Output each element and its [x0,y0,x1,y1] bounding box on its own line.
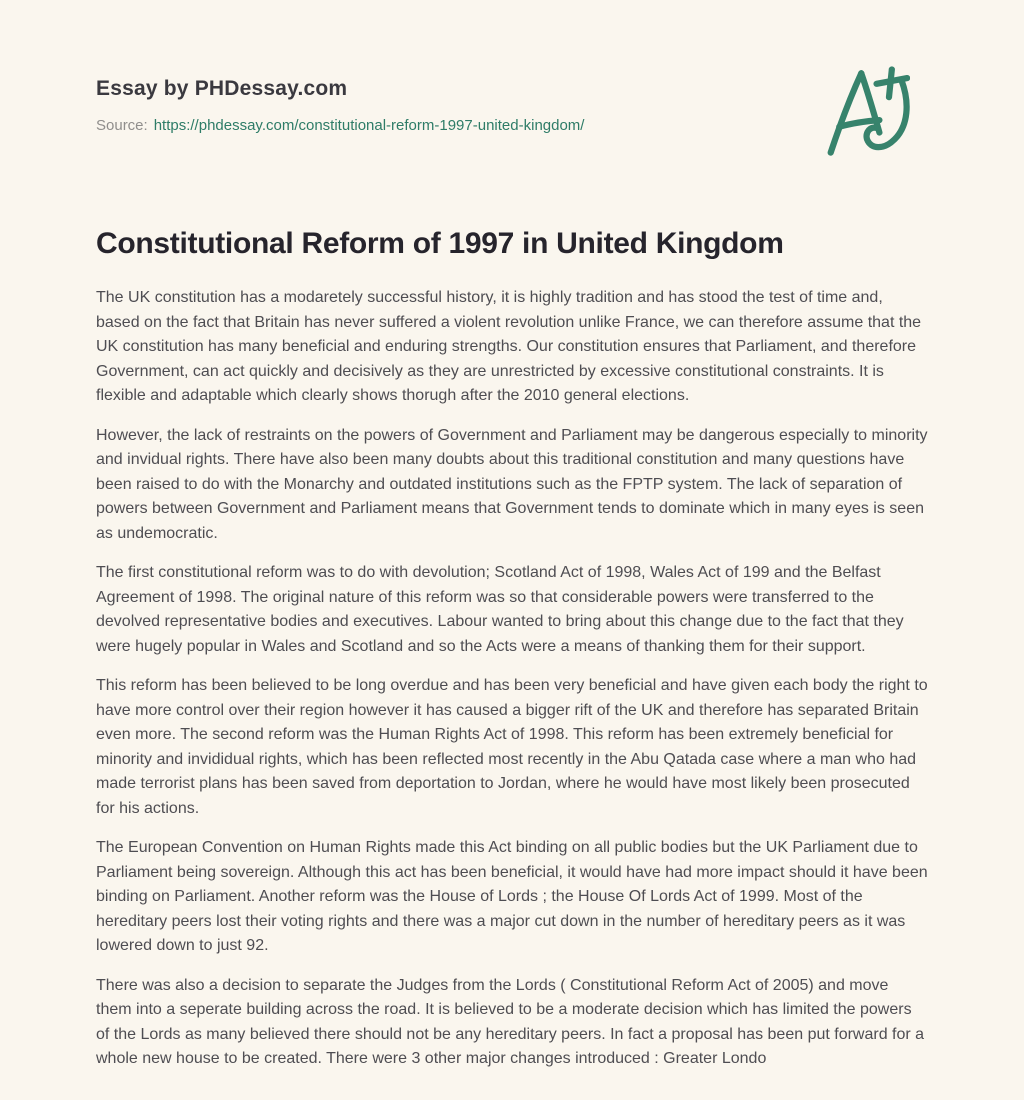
essay-body [96,286,928,1072]
source-url-link[interactable]: https://phdessay.com/constitutional-reform-1997-united-kingdom/ [153,117,585,134]
essay-paragraph: However, the lack of restraints on the powers of Government and Parliament may be dangerous especially to minority and invidual rights. There have also been many doubts about this traditional constitution and many questions have been raised to do with the Monarchy and outdated institutions such as the FPTP system. The lack of separation of powers between Government and Parliament means that Government tends to dominate which in many eyes is seen as undemocratic. [96,426,928,542]
source-label: Source: [96,117,148,134]
essay-paragraph: The first constitutional reform was to do with devolution; Scotland Act of 1998, Wales Act of 199 and the Belfast Agreement of 1998. The original nature of this reform was so that considerable powers were transferred to the devolved representative bodies and executives. Labour wanted to bring about this change due to the fact that they were hugely popular in Wales and Scotland and so the Acts were a means of thanking them for their support. [96,564,904,655]
essay-paragraph: There was also a decision to separate the Judges from the Lords ( Constitutional Reform Act of 2005) and move them into a seperate building across the road. It is believed to be a moderate decision which has limited the powers of the Lords as many believed there should not be any hereditary peers. In fact a proposal has been put forward for a whole new house to be created. There were 3 other major changes introduced : Greater Londo [96,976,925,1067]
byline: Essay by PHDessay.com [96,77,348,100]
essay-paragraph: The European Convention on Human Rights made this Act binding on all public bodies but the UK Parliament due to Parliament being sovereign. Although this act has been beneficial, it would have had more impact should it have been binding on Parliament. Another reform was the House of Lords ; the House Of Lords Act of 1999. Most of the hereditary peers lost their voting rights and there was a major cut down in the number of hereditary peers as it was lowered down to just 92. [96,839,928,954]
essay-paragraph: The UK constitution has a modaretely successful history, it is highly tradition and has stood the test of time and, based on the fact that Britain has never suffered a violent revolution unlike France, we can therefore assume that the UK constitution has many beneficial and enduring strengths. Our constitution ensures that Parliament, and therefore Government, can act quickly and decisively as they are unrestricted by excessive constitutional constraints. It is flexible and adaptable which clearly shows thorugh after the 2010 general elections. [96,289,922,404]
page-title: Constitutional Reform of 1997 in United Kingdom [96,227,784,260]
source-row [96,115,928,137]
a-plus-logo-icon [824,66,910,158]
essay-paragraph: This reform has been believed to be long overdue and has been very beneficial and have given each body the right to have more control over their region however it has caused a bigger rift of the UK and therefore has separated Britain even more. The second reform was the Human Rights Act of 1998. This reform has been extremely beneficial for minority and invididual rights, which has been reflected most recently in the Abu Qatada case where a man who had made terrorist plans has been saved from deportation to Jordan, where he would have most likely been prosecuted for his actions. [96,677,928,817]
